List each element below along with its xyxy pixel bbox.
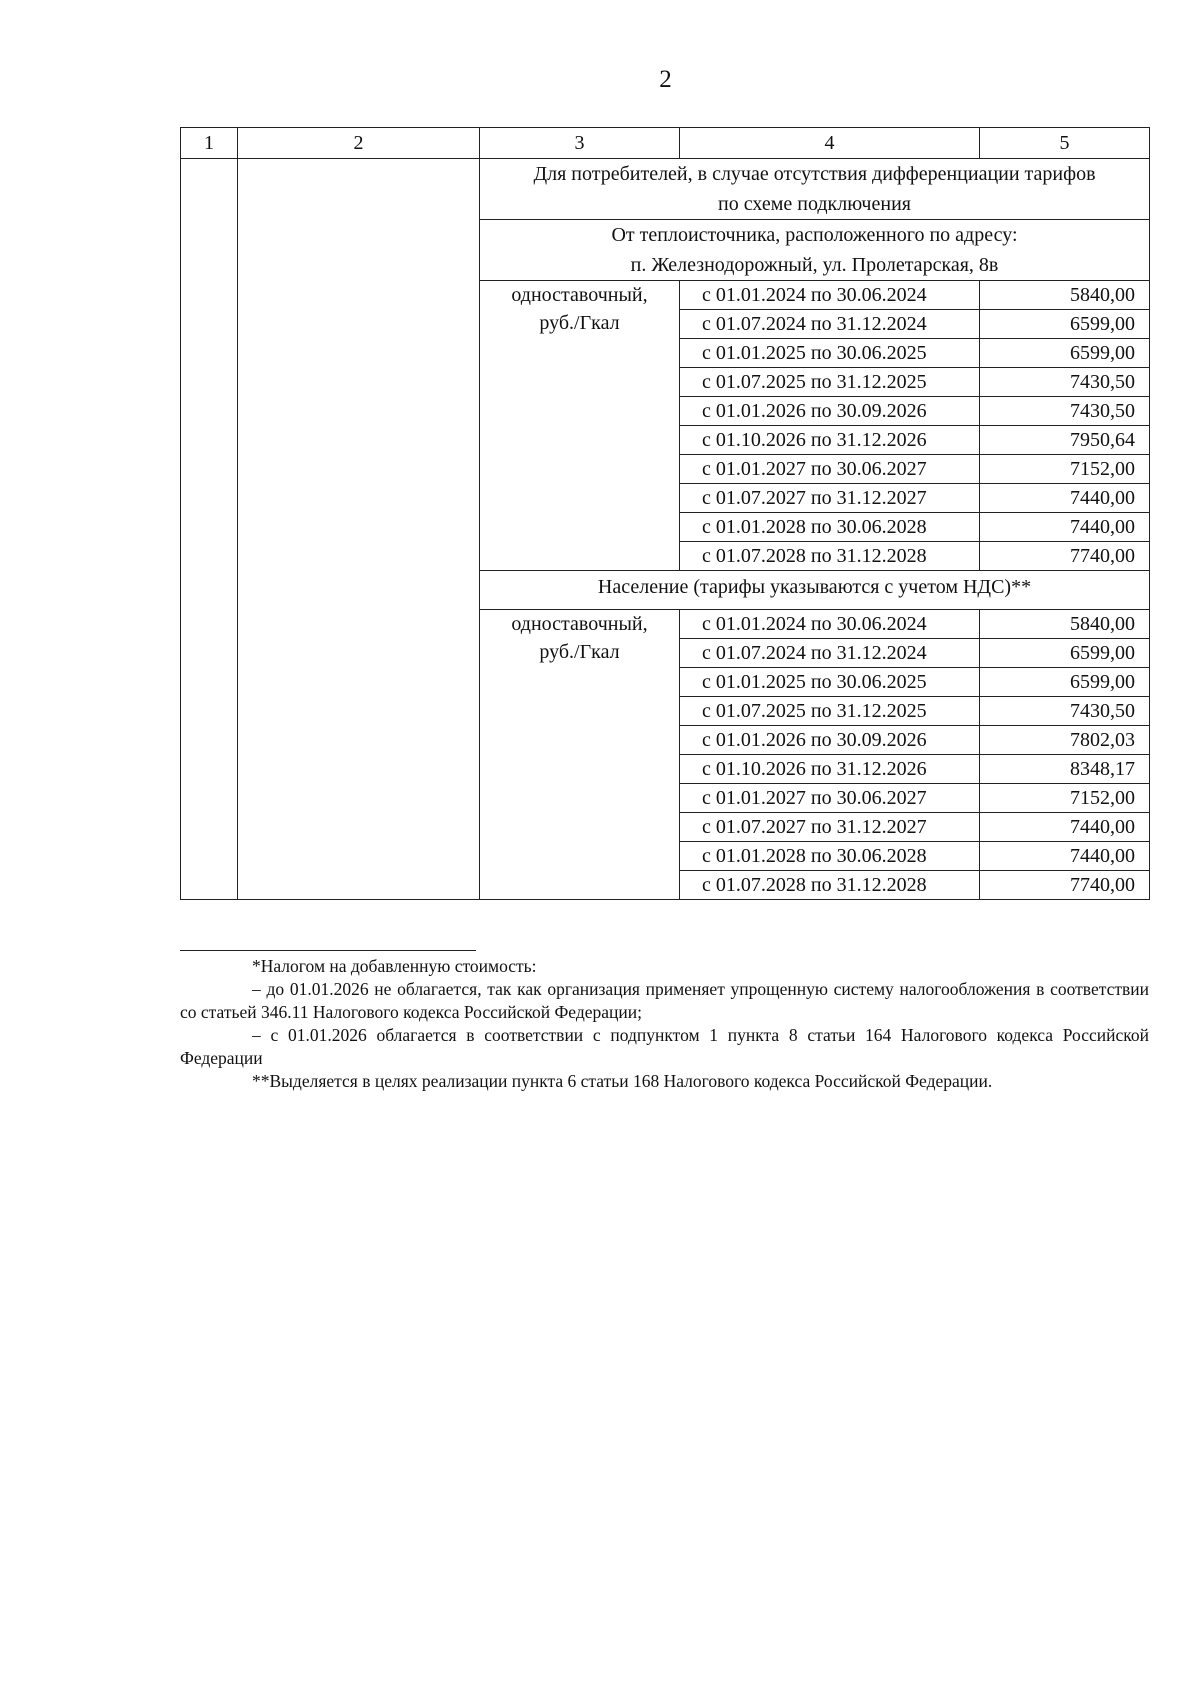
tariff-value-cell: 7950,64 (980, 426, 1150, 455)
tariff-value-cell: 6599,00 (980, 310, 1150, 339)
tariff-value-cell: 7802,03 (980, 726, 1150, 755)
tariff-value-cell: 7430,50 (980, 368, 1150, 397)
period-cell: с 01.01.2028 по 30.06.2028 (680, 842, 980, 871)
section1-title-row (181, 159, 1150, 220)
period-cell: с 01.07.2025 по 31.12.2025 (680, 368, 980, 397)
tariff-value-cell: 5840,00 (980, 610, 1150, 639)
period-cell: с 01.07.2024 по 31.12.2024 (680, 310, 980, 339)
col-header-3: 3 (480, 128, 680, 159)
period-cell: с 01.01.2025 по 30.06.2025 (680, 339, 980, 368)
tariff-value-cell: 5840,00 (980, 281, 1150, 310)
tariff-value-cell: 7152,00 (980, 455, 1150, 484)
tariff-value-cell: 7430,50 (980, 397, 1150, 426)
section1-title (480, 159, 1150, 220)
tariff-value-cell: 7430,50 (980, 697, 1150, 726)
section2-rate-line2: руб./Гкал (539, 641, 620, 663)
tariff-value-cell: 7740,00 (980, 542, 1150, 571)
period-cell: с 01.01.2028 по 30.06.2028 (680, 513, 980, 542)
col-header-2: 2 (238, 128, 480, 159)
tariff-value-cell: 7440,00 (980, 842, 1150, 871)
footnote-rule (180, 950, 476, 951)
period-cell: с 01.07.2027 по 31.12.2027 (680, 813, 980, 842)
period-cell: с 01.07.2027 по 31.12.2027 (680, 484, 980, 513)
section2-rate-type (480, 610, 680, 900)
section1-source-line1: От теплоисточника, расположенного по адресу: (611, 224, 1018, 246)
section1-title-line1: Для потребителей, в случае отсутствия дифференциации тарифов (533, 163, 1096, 185)
col-header-1: 1 (181, 128, 238, 159)
tariff-value-cell: 7440,00 (980, 813, 1150, 842)
page-number: 2 (659, 66, 672, 93)
tariff-value-cell: 7152,00 (980, 784, 1150, 813)
col1-empty-cell (181, 159, 238, 900)
section2-rate-line1: одноставочный, (511, 613, 648, 635)
col2-empty-cell (238, 159, 480, 900)
period-cell: с 01.01.2026 по 30.09.2026 (680, 397, 980, 426)
section1-title-line2: по схеме подключения (718, 193, 911, 215)
tariff-value-cell: 6599,00 (980, 668, 1150, 697)
col-header-5: 5 (980, 128, 1150, 159)
section1-source (480, 220, 1150, 281)
period-cell: с 01.07.2028 по 31.12.2028 (680, 542, 980, 571)
header-row (181, 128, 1150, 159)
footnote-3: – с 01.01.2026 облагается в соответствии с подпунктом 1 пункта 8 статьи 164 Налогового кодекса Российской Федерации (180, 1025, 1149, 1068)
period-cell: с 01.10.2026 по 31.12.2026 (680, 426, 980, 455)
tariff-value-cell: 6599,00 (980, 639, 1150, 668)
footnotes (180, 950, 1149, 1093)
footnote-2: – до 01.01.2026 не облагается, так как организация применяет упрощенную систему налогообложения в соответствии со статьей 346.11 Налогового кодекса Российской Федерации; (180, 979, 1149, 1022)
tariff-value-cell: 6599,00 (980, 339, 1150, 368)
section2-title: Население (тарифы указываются с учетом НДС)** (480, 571, 1150, 610)
tariff-value-cell: 7440,00 (980, 484, 1150, 513)
footnote-1: *Налогом на добавленную стоимость: (252, 956, 537, 976)
period-cell: с 01.07.2028 по 31.12.2028 (680, 871, 980, 900)
section1-rate-line2: руб./Гкал (539, 312, 620, 334)
tariff-value-cell: 7440,00 (980, 513, 1150, 542)
period-cell: с 01.01.2027 по 30.06.2027 (680, 455, 980, 484)
tariff-table (180, 127, 1150, 900)
period-cell: с 01.10.2026 по 31.12.2026 (680, 755, 980, 784)
footnote-4: **Выделяется в целях реализации пункта 6 статьи 168 Налогового кодекса Российской Федерации. (252, 1071, 993, 1091)
section1-rate-line1: одноставочный, (511, 284, 648, 306)
tariff-value-cell: 7740,00 (980, 871, 1150, 900)
period-cell: с 01.07.2025 по 31.12.2025 (680, 697, 980, 726)
col-header-4: 4 (680, 128, 980, 159)
section1-rate-type (480, 281, 680, 571)
period-cell: с 01.01.2024 по 30.06.2024 (680, 610, 980, 639)
period-cell: с 01.01.2026 по 30.09.2026 (680, 726, 980, 755)
period-cell: с 01.07.2024 по 31.12.2024 (680, 639, 980, 668)
section1-source-line2: п. Железнодорожный, ул. Пролетарская, 8в (630, 254, 999, 276)
period-cell: с 01.01.2024 по 30.06.2024 (680, 281, 980, 310)
period-cell: с 01.01.2027 по 30.06.2027 (680, 784, 980, 813)
tariff-value-cell: 8348,17 (980, 755, 1150, 784)
period-cell: с 01.01.2025 по 30.06.2025 (680, 668, 980, 697)
